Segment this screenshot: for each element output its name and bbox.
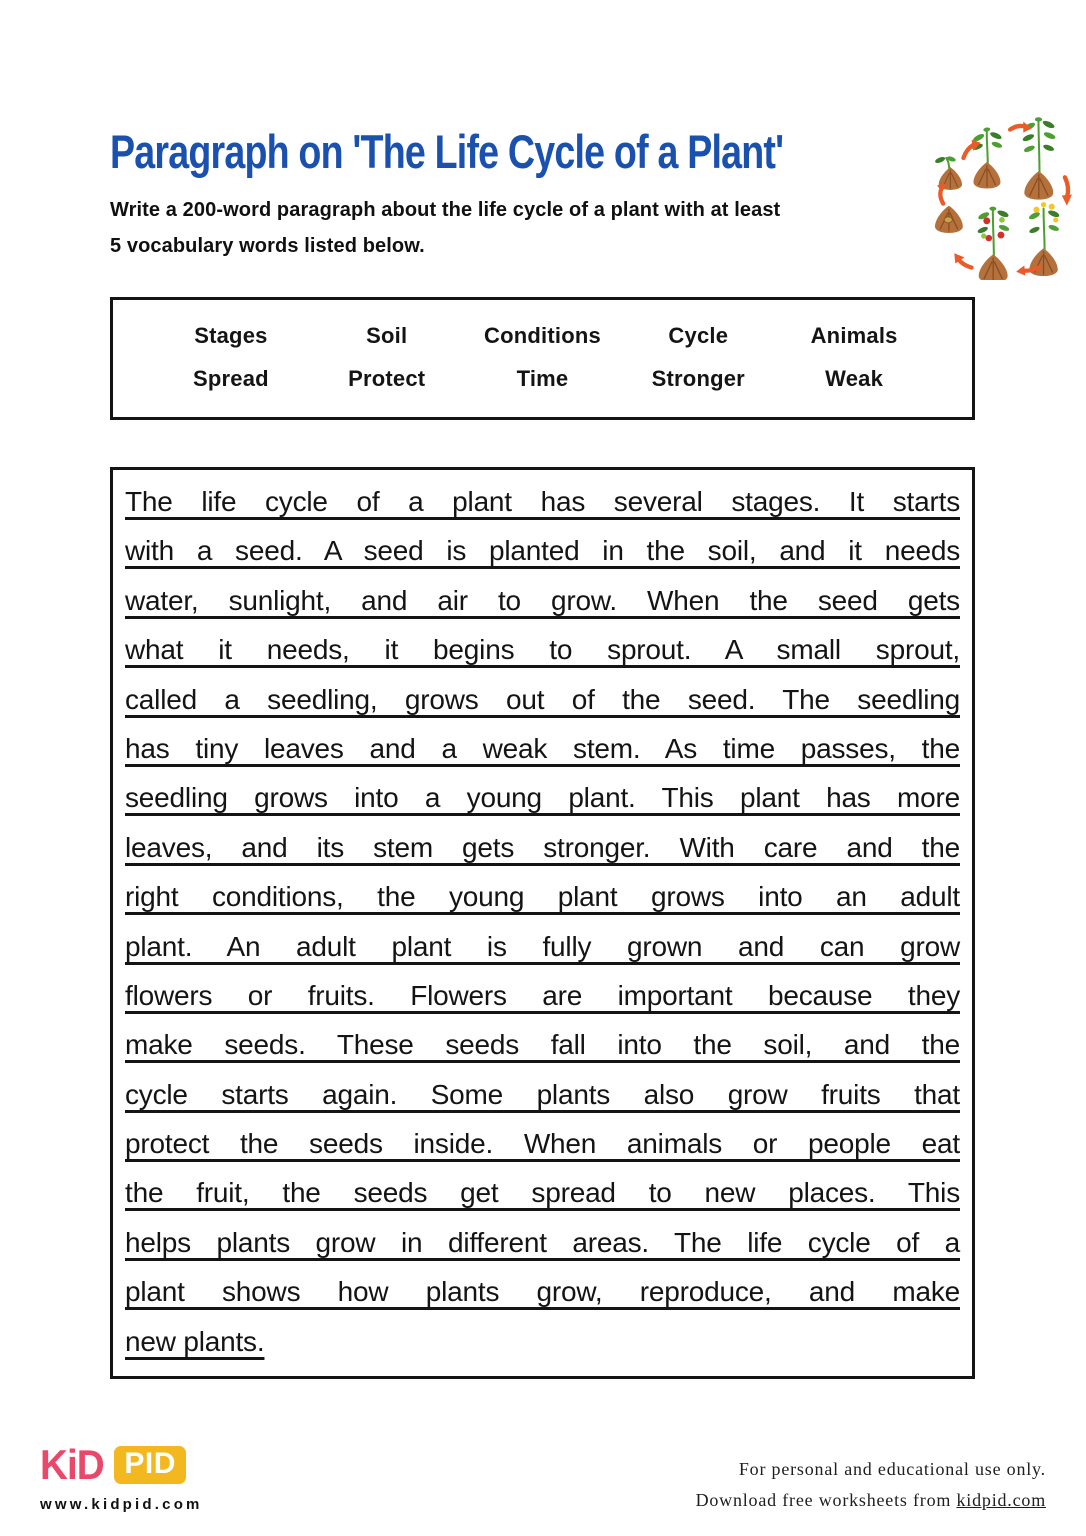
paragraph-line: protect the seeds inside. When animals or people eat [125,1128,960,1160]
stage-seed [935,206,963,233]
paragraph-line: called a seedling, grows out of the seed. The seedling [125,683,960,715]
logo-kid-text: KiD [40,1441,104,1488]
logo-website-link[interactable]: www.kidpid.com [40,1496,203,1513]
vocabulary-row-2 [153,358,932,402]
vocab-word: Protect [348,366,426,392]
paragraph-line: new plants. [125,1325,265,1357]
vocabulary-box [110,297,975,420]
vocab-word: Stages [194,322,268,348]
paragraph-answer-box [110,467,975,1379]
vocab-word: Cycle [668,322,729,348]
paragraph-line: seedling grows into a young plant. This plant has more [125,782,960,814]
paragraph-line: has tiny leaves and a weak stem. As time passes, the [125,732,960,764]
paragraph-line: helps plants grow in different areas. The life cycle of a [125,1226,960,1258]
usage-note-line-2 [696,1485,1046,1516]
paragraph-line: plant shows how plants grow, reproduce, and make [125,1276,960,1308]
vocab-word: Weak [825,366,884,392]
paragraph-line: make seeds. These seeds fall into the soil, and the [125,1029,960,1061]
cycle-arrows [937,121,1072,275]
vocabulary-row-1 [153,314,932,358]
instructions-line-2: 5 vocabulary words listed below. [110,235,425,257]
vocab-word: Spread [193,366,269,392]
paragraph-line: right conditions, the young plant grows into an adult [125,881,960,913]
stage-fruiting-plant [977,207,1010,280]
kidpid-logo [40,1441,260,1514]
paragraph-line: flowers or fruits. Flowers are important because they [125,979,960,1011]
paragraph-line: cycle starts again. Some plants also grow fruits that [125,1078,960,1110]
usage-note-line-2-text: Download free worksheets from [695,1490,957,1510]
paragraph-line: what it needs, it begins to sprout. A small sprout, [125,634,960,666]
usage-note-line-1: For personal and educational use only. [738,1459,1046,1479]
page-title: Paragraph on 'The Life Cycle of a Plant' [110,125,784,178]
vocab-word: Soil [366,322,408,348]
vocab-word: Animals [810,322,898,348]
vocab-word: Time [516,366,569,392]
stage-sprout [934,155,962,190]
stage-flowering-plant [1028,202,1060,276]
paragraph-line: the fruit, the seeds get spread to new places. This [125,1177,960,1209]
paragraph-line: The life cycle of a plant has several stages. It starts [125,486,960,517]
instructions-line-1: Write a 200-word paragraph about the life cycle of a plant with at least [110,199,781,221]
instructions [110,192,910,264]
usage-note [696,1454,1046,1516]
plant-life-cycle-illustration [933,112,1075,280]
vocab-word: Stronger [651,366,745,392]
paragraph-line: leaves, and its stem gets stronger. With care and the [125,831,960,863]
logo-pid-badge: PID [114,1446,186,1484]
paragraph-line: water, sunlight, and air to grow. When the seed gets [125,584,960,616]
kidpid-link[interactable]: kidpid.com [956,1490,1046,1510]
vocab-word: Conditions [484,322,601,348]
paragraph-line: plant. An adult plant is fully grown and can grow [125,930,960,962]
paragraph-line: with a seed. A seed is planted in the soil, and it needs [125,535,960,567]
stage-seedling [972,127,1003,188]
